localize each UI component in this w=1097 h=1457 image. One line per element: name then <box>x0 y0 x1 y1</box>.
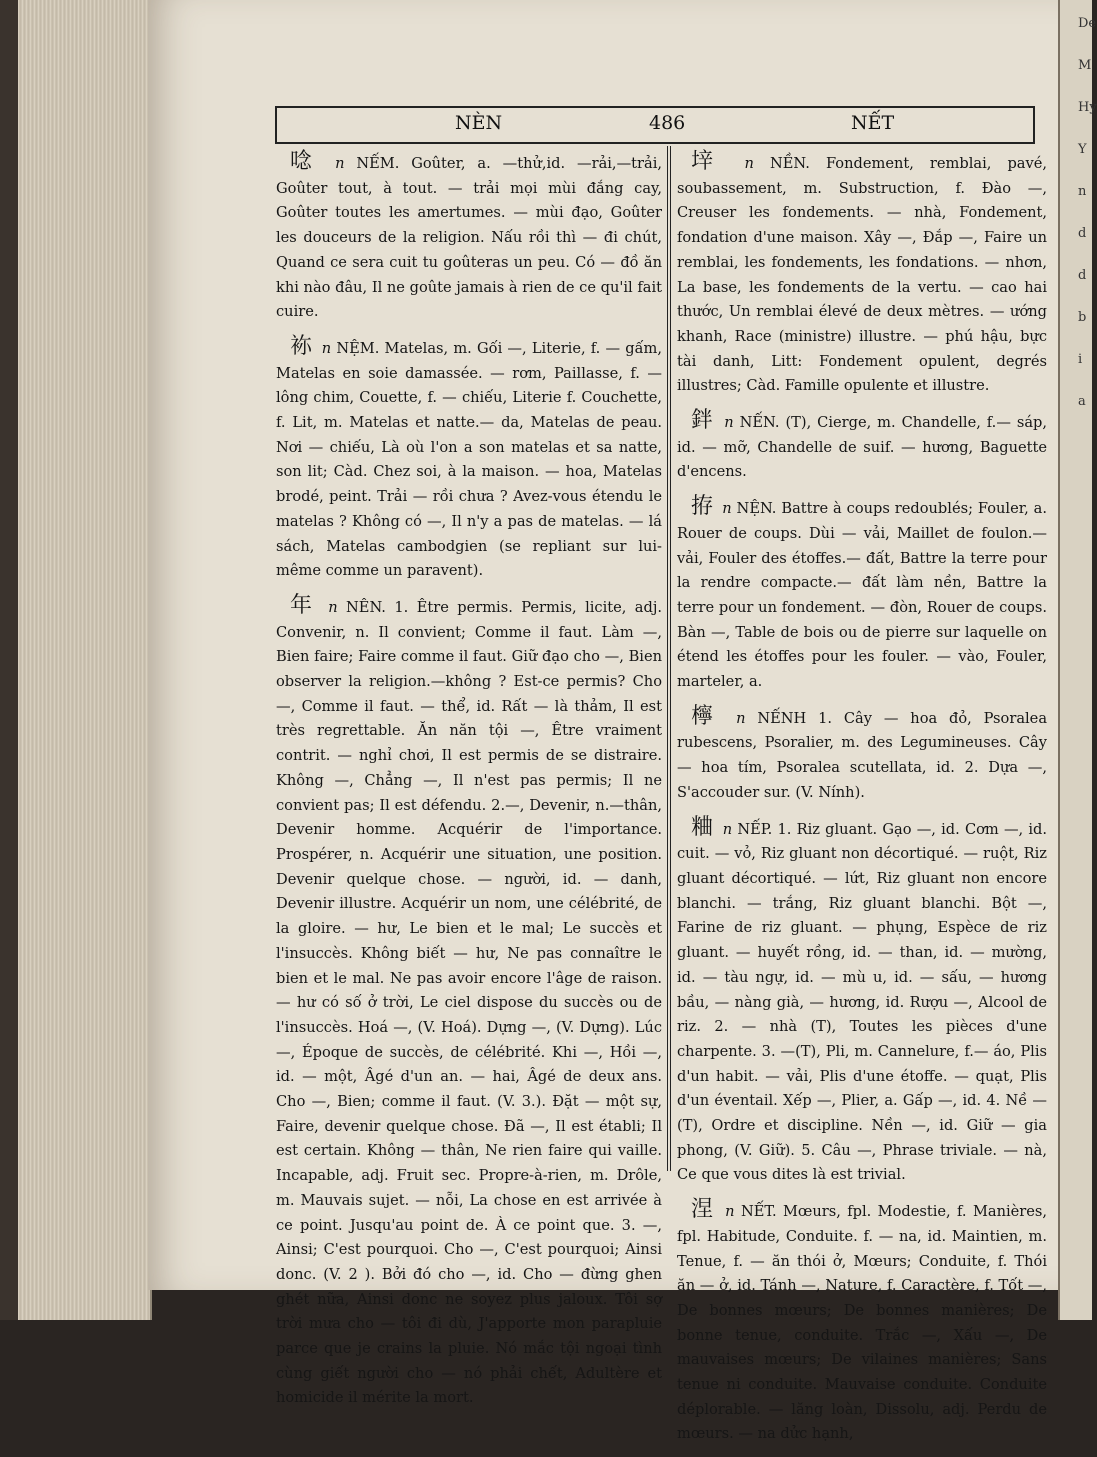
book-page-edges <box>0 0 152 1320</box>
running-header <box>275 106 1035 144</box>
header-last-word: NẾT <box>851 112 895 134</box>
part-of-speech: n <box>722 820 733 838</box>
page-number: 486 <box>649 112 686 134</box>
entry-definition: (T), Cierge, m. Chandelle, f.— sáp, id. — mỡ, Chandelle de suif. — hương, Baguette d'encens. <box>677 414 1048 481</box>
entry-definition: Matelas, m. Gối —, Literie, f. — gấm, Matelas en soie damassée. — rơm, Paillasse, f. — lông chim, Couette, f. — chiếu, Literie f. Couchette, f. Lit, m. Matelas et natte.— da, Matelas de peau. Nơi — chiếu, Là où l'on a son matelas et sa natte, son lit; Càd. Chez soi, à la maison. — hoa, Matelas brodé, peint. Trải — rồi chưa ? Avez-vous étendu le matelas ? Không có —, Il n'y a pas de matelas. — lá sách, Matelas cambodgien (se repliant sur lui-même comme un paravent). <box>276 339 663 580</box>
headword: NỆN. <box>736 500 777 518</box>
next-page-fragment: i <box>1078 352 1083 367</box>
dictionary-entry <box>677 495 1047 695</box>
headword: NẾN. <box>739 414 780 432</box>
next-page-fragment: a <box>1078 394 1086 409</box>
han-nom-character: 垶 <box>691 149 725 174</box>
column-divider <box>667 146 671 1171</box>
header-first-word: NÈN <box>455 112 503 134</box>
headword: NẾNH <box>757 709 807 727</box>
dictionary-entry <box>677 409 1047 485</box>
dictionary-entry <box>276 335 662 584</box>
dictionary-entry <box>677 705 1047 806</box>
next-page-fragment: b <box>1078 310 1087 325</box>
dictionary-entry <box>677 150 1047 399</box>
next-page-fragment: n <box>1078 184 1087 199</box>
han-nom-character: 唸 <box>290 149 320 174</box>
next-page-fragment: Y <box>1078 142 1087 157</box>
entry-definition: 1. Riz gluant. Gạo —, id. Cơm —, id. cuit. — vỏ, Riz gluant non décortiqué. — ruột, Riz gluant décortiqué. — lứt, Riz gluant non encore blanchi. — trắng, Riz gluant blanchi. Bột —, Farine de riz gluant. — phụng, Espèce de riz gluant. — huyết rồng, id. — than, id. — mường, id. — tàu ngự, id. — mù u, id. — sấu, — hương bầu, — nàng già, — hương, id. Rượu —, Alcool de riz. 2. — nhà (T), Toutes les pièces d'une charpente. 3. —(T), Pli, m. Cannelure, f.— áo, Plis d'un habit. — vải, Plis d'une étoffe. — quạt, Plis d'un éventail. Xếp —, Plier, a. Gấp —, id. 4. Nề — (T), Ordre et discipline. Nền —, id. Giữ — gia phong, (V. Giữ). 5. Câu —, Phrase triviale. — nà, Ce que vous dites là est trivial. <box>677 820 1048 1184</box>
left-column <box>276 150 662 1421</box>
part-of-speech: n <box>744 155 754 172</box>
han-nom-character: 年 <box>290 592 316 618</box>
book-cover-edge <box>0 0 18 1320</box>
part-of-speech: n <box>724 414 734 432</box>
entry-definition: Battre à coups redoublés; Fouler, a. Rouer de coups. Dùi — vải, Maillet de foulon.— vải, Fouler des étoffes.— đất, Battre la terre pour la rendre compacte.— đất làm nền, Battre la terre pour un fondement. — đòn, Rouer de coups. Bàn —, Table de bois ou de pierre sur laquelle on étend les étoffes pour les fouler. — vào, Fouler, marteler, a. <box>677 500 1047 691</box>
dictionary-entry <box>677 1198 1047 1447</box>
part-of-speech: n <box>335 155 345 172</box>
dictionary-entry <box>276 594 662 1411</box>
part-of-speech: n <box>722 500 732 518</box>
han-nom-character: 粬 <box>691 814 714 840</box>
han-nom-character: 拵 <box>691 494 714 520</box>
part-of-speech: n <box>725 1203 735 1221</box>
headword: NỆM. <box>336 339 380 357</box>
entry-definition: Mœurs, fpl. Modestie, f. Manières, fpl. Habitude, Conduite. f. — na, id. Maintien, m. Tenue, f. — ăn thói ở, Mœurs; Conduite, f. Thói ăn — ở, id. Tánh —, Nature, f. Caractère, f. Tốt —, De bonnes mœurs; De bonnes manières; De bonne tenue, conduite. Trắc —, Xấu —, De mauvaises mœurs; De vilaines manières; Sans tenue ni conduite. Mauvaise conduite. Conduite déplorable. — lăng loàn, Dissolu, adj. Perdu de mœurs. — na dửc hạnh, <box>677 1203 1048 1443</box>
next-page-fragment: d <box>1078 268 1087 283</box>
entry-definition: Fondement, remblai, pavé, soubassement, m. Substruction, f. Đào —, Creuser les fondements. — nhà, Fondement, fondation d'une maison. Xây —, Đắp —, Faire un remblai, les fondements, les fondations. — nhơn, La base, les fondements de la vertu. — cao hai thước, Un remblai élevé de deux mètres. — ướng khanh, Race (ministre) illustre. — phú hậu, bực tài danh, Litt: Fondement opulent, degrés illustres; Càd. Famille opulente et illustre. <box>677 155 1048 395</box>
next-page-margin <box>1058 0 1097 1320</box>
han-nom-character: 袮 <box>290 333 313 359</box>
part-of-speech: n <box>328 598 338 616</box>
dictionary-entry <box>276 150 662 325</box>
part-of-speech: n <box>736 709 746 727</box>
right-column <box>677 150 1047 1457</box>
next-page-fragment: Hy <box>1078 100 1097 115</box>
next-page-fragment: d <box>1078 226 1087 241</box>
headword: NẾT. <box>740 1203 777 1221</box>
part-of-speech: n <box>321 339 332 357</box>
han-nom-character: 鉡 <box>691 408 715 434</box>
headword: NỀN. <box>770 155 810 172</box>
headword: NẾP. <box>737 820 773 838</box>
headword: NẾM. <box>356 155 400 172</box>
entry-definition: 1. Être permis. Permis, licite, adj. Convenir, n. Il convient; Comme il faut. Làm —, Bien faire; Faire comme il faut. Giữ đạo cho —, Bien observer la religion.—không ? Est-ce permis? Cho —, Comme il faut. — thể, id. Rất — là thảm, Il est très regrettable. Ăn năn tội —, Être vraiment contrit. — nghỉ chơi, Il est permis de se distraire. Không —, Chẳng —, Il n'est pas permis; Il ne convient pas; Il est défendu. 2.—, Devenir, n.—thân, Devenir homme. Acquérir de l'importance. Prospérer, n. Acquérir une situation, une position. Devenir quelque chose. — người, id. — danh, Devenir illustre. Acquérir un nom, une célébrité, de la gloire. — hư, Le bien et le mal; Le succès et l'insuccès. Không biết — hư, Ne pas connaître le bien et le mal. Ne pas avoir encore l'âge de raison.— hư có số ở trời, Le ciel dispose du succès ou de l'insuccès. Hoá —, (V. Hoá). Dựng —, (V. Dựng). Lúc —, Époque de succès, de célébrité. Khi —, Hồi —, id. — một, Âgé d'un an. — hai, Âgé de deux ans. Cho —, Bien; comme il faut. (V. 3.). Đặt — một sự, Faire, devenir quelque chose. Đã —, Il est établi; Il est certain. Không — thân, Ne rien faire qui vaille. Incapable, adj. Fruit sec. Propre-à-rien, m. Drôle, m. Mauvais sujet. — nỗi, La chose en est arrivée à ce point. Jusqu'au point de. À ce point que. 3. —, Ainsi; C'est pourquoi. Cho —, C'est pourquoi; Ainsi donc. (V. 2 ). Bởi đó cho —, id. Cho — đừng ghen ghét nữa, Ainsi donc ne soyez plus jaloux. Tôi sợ trời mưa cho — tôi đi dù, J'apporte mon parapluie parce que je crains la pluie. Nó mắc tội ngoại tình cùng giết người cho — nó phải chết, Adultère et homicide il mérite la mort. <box>276 598 663 1407</box>
next-page-fragment: M <box>1078 58 1092 73</box>
next-page-fragment: De <box>1078 16 1097 31</box>
han-nom-character: 檸 <box>691 703 721 729</box>
dictionary-entry <box>677 816 1047 1189</box>
entry-definition: 1. Cây — hoa đỏ, Psoralea rubescens, Psoralier, m. des Legumineuses. Cây — hoa tím, Psoralea scutellata, id. 2. Dựa —, S'accouder sur. (V. Nính). <box>677 709 1048 801</box>
headword: NÊN. <box>346 598 386 616</box>
entry-definition: Goûter, a. —thử,id. —rải,—trải, Goûter tout, à tout. — trải mọi mùi đắng cay, Goûter toutes les amertumes. — mùi đạo, Goûter les douceurs de la religion. Nấu rồi thì — đi chút, Quand ce sera cuit tu goûteras un peu. Có — đồ ăn khi nào đâu, Il ne goûte jamais à rien de ce qu'il fait cuire. <box>276 155 663 321</box>
han-nom-character: 涅 <box>691 1197 715 1223</box>
